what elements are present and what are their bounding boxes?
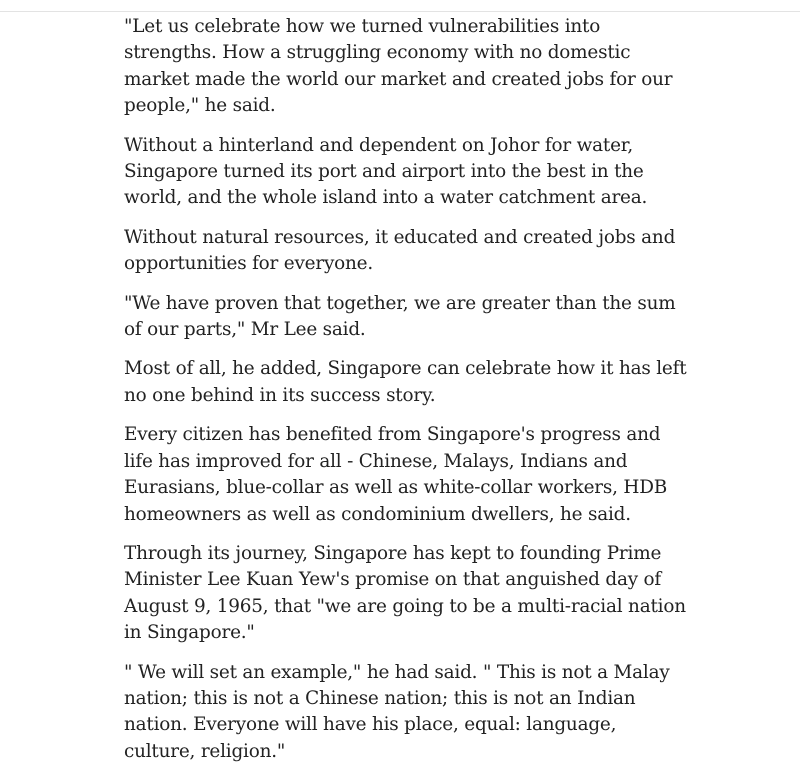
article-paragraph: Without a hinterland and dependent on Johor for water, Singapore turned its port and airport into the best in the world, and the whole island into a water catchment area. — [124, 134, 648, 209]
article-paragraph: "Let us celebrate how we turned vulnerabilities into strengths. How a struggling economy with no domestic market made the world our market and created jobs for our people," he said. — [124, 16, 673, 117]
article-paragraph: Most of all, he added, Singapore can celebrate how it has left no one behind in its success story. — [124, 358, 687, 406]
top-divider — [0, 11, 800, 12]
article-paragraph: "We have proven that together, we are greater than the sum of our parts," Mr Lee said. — [124, 292, 676, 341]
article-paragraph: Through its journey, Singapore has kept to founding Prime Minister Lee Kuan Yew's promise on that anguished day of August 9, 1965, that "we are going to be a multi-racial nation in Singapore." — [124, 542, 686, 644]
article-paragraph: Without natural resources, it educated and created jobs and opportunities for everyone. — [124, 226, 676, 275]
article-paragraph: " We will set an example," he had said. " This is not a Malay nation; this is not a Chinese nation; this is not an Indian nation. Everyone will have his place, equal: language, culture, religion." — [124, 661, 670, 762]
article-body — [124, 14, 690, 778]
article-paragraph: Every citizen has benefited from Singapore's progress and life has improved for all - Chinese, Malays, Indians and Eurasians, blue-collar as well as white-collar workers, HDB homeowners as well as condominium dwellers, he said. — [124, 424, 668, 525]
